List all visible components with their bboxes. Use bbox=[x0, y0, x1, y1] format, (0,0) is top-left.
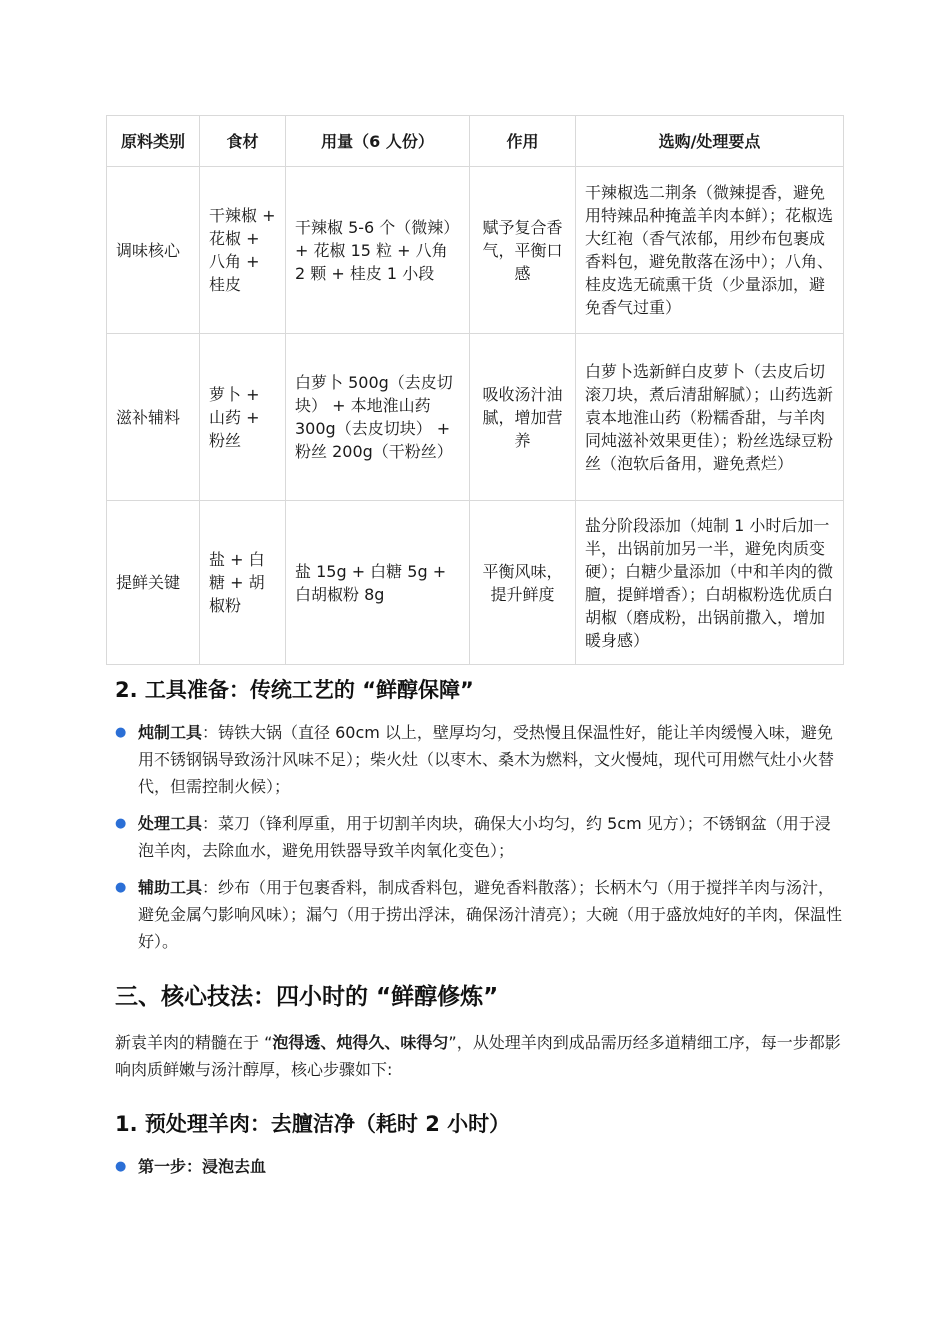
tools-list bbox=[106, 719, 844, 955]
table-header-cell: 选购/处理要点 bbox=[576, 116, 844, 167]
role-cell: 赋予复合香气，平衡口感 bbox=[470, 167, 576, 334]
ingredient-cell: 干辣椒 + 花椒 + 八角 + 桂皮 bbox=[200, 167, 286, 334]
tips-cell: 干辣椒选二荆条（微辣提香，避免用特辣品种掩盖羊肉本鲜）；花椒选大红袍（香气浓郁，用纱布包裹成香料包，避免散落在汤中）；八角、桂皮选无硫熏干货（少量添加，避免香气过重） bbox=[576, 167, 844, 334]
list-item-text: ：纱布（用于包裹香料，制成香料包，避免香料散落）；长柄木勺（用于搅拌羊肉与汤汁，避免金属勺影响风味）；漏勺（用于捞出浮沫，确保汤汁清亮）；大碗（用于盛放炖好的羊肉，保温性好）。 bbox=[138, 878, 843, 951]
list-item-label: 辅助工具 bbox=[138, 878, 203, 897]
table-row bbox=[107, 501, 844, 665]
list-item-label: 炖制工具 bbox=[138, 723, 203, 742]
list-item bbox=[106, 1153, 844, 1180]
category-cell: 提鲜关键 bbox=[107, 501, 200, 665]
amount-cell: 白萝卜 500g（去皮切块） + 本地淮山药 300g（去皮切块） + 粉丝 200g（干粉丝） bbox=[286, 334, 470, 501]
bullet-icon: ● bbox=[115, 816, 127, 831]
tools-heading: 2. 工具准备：传统工艺的 “鲜醇保障” bbox=[115, 678, 474, 702]
ingredient-cell: 萝卜 + 山药 + 粉丝 bbox=[200, 334, 286, 501]
list-item-label: 第一步：浸泡去血 bbox=[138, 1157, 267, 1176]
table-row bbox=[107, 167, 844, 334]
bullet-icon: ● bbox=[115, 1159, 127, 1174]
intro-text-after: ”，从处理羊肉到成品需历经多道精细工序，每一步都影响肉质鲜嫩与汤汁醇厚，核心步骤如下: bbox=[115, 1033, 841, 1079]
table-header-cell: 食材 bbox=[200, 116, 286, 167]
amount-cell: 干辣椒 5-6 个（微辣） + 花椒 15 粒 + 八角 2 颗 + 桂皮 1 小段 bbox=[286, 167, 470, 334]
list-item-text: ：菜刀（锋利厚重，用于切割羊肉块，确保大小均匀，约 5cm 见方）；不锈钢盆（用于浸泡羊肉，去除血水，避免用铁器导致羊肉氧化变色）； bbox=[138, 814, 831, 860]
table-header-cell: 原料类别 bbox=[107, 116, 200, 167]
tips-cell: 盐分阶段添加（炖制 1 小时后加一半，出锅前加另一半，避免肉质变硬）；白糖少量添加（中和羊肉的微膻，提鲜增香）；白胡椒粉选优质白胡椒（磨成粉，出锅前撒入，增加暖身感） bbox=[576, 501, 844, 665]
step1-heading: 1. 预处理羊肉：去膻洁净（耗时 2 小时） bbox=[115, 1112, 511, 1136]
table-header-row bbox=[107, 116, 844, 167]
role-cell: 吸收汤汁油腻，增加营养 bbox=[470, 334, 576, 501]
table-header-cell: 作用 bbox=[470, 116, 576, 167]
list-item-label: 处理工具 bbox=[138, 814, 203, 833]
list-item bbox=[106, 719, 844, 800]
bullet-icon: ● bbox=[115, 880, 127, 895]
role-cell: 平衡风味，提升鲜度 bbox=[470, 501, 576, 665]
intro-text-before: 新袁羊肉的精髓在于 “ bbox=[115, 1033, 273, 1052]
table-header-cell: 用量（6 人份） bbox=[286, 116, 470, 167]
table-row bbox=[107, 334, 844, 501]
list-item bbox=[106, 810, 844, 864]
section3-heading: 三、核心技法：四小时的 “鲜醇修炼” bbox=[115, 984, 499, 1010]
category-cell: 调味核心 bbox=[107, 167, 200, 334]
amount-cell: 盐 15g + 白糖 5g + 白胡椒粉 8g bbox=[286, 501, 470, 665]
bullet-icon: ● bbox=[115, 725, 127, 740]
list-item-text: ：铸铁大锅（直径 60cm 以上，壁厚均匀，受热慢且保温性好，能让羊肉缓慢入味，避免用不锈钢锅导致汤汁风味不足）；柴火灶（以枣木、桑木为燃料，文火慢炖，现代可用燃气灶小火替代，但需控制火候）； bbox=[138, 723, 835, 796]
intro-emphasis: 泡得透、炖得久、味得匀 bbox=[272, 1033, 449, 1052]
list-item bbox=[106, 874, 844, 955]
section3-intro bbox=[115, 1029, 844, 1083]
category-cell: 滋补辅料 bbox=[107, 334, 200, 501]
ingredient-cell: 盐 + 白糖 + 胡椒粉 bbox=[200, 501, 286, 665]
ingredient-table bbox=[106, 115, 844, 665]
document-page bbox=[106, 115, 844, 1190]
step1-list bbox=[106, 1153, 844, 1180]
tips-cell: 白萝卜选新鲜白皮萝卜（去皮后切滚刀块，煮后清甜解腻）；山药选新袁本地淮山药（粉糯香甜，与羊肉同炖滋补效果更佳）；粉丝选绿豆粉丝（泡软后备用，避免煮烂） bbox=[576, 334, 844, 501]
